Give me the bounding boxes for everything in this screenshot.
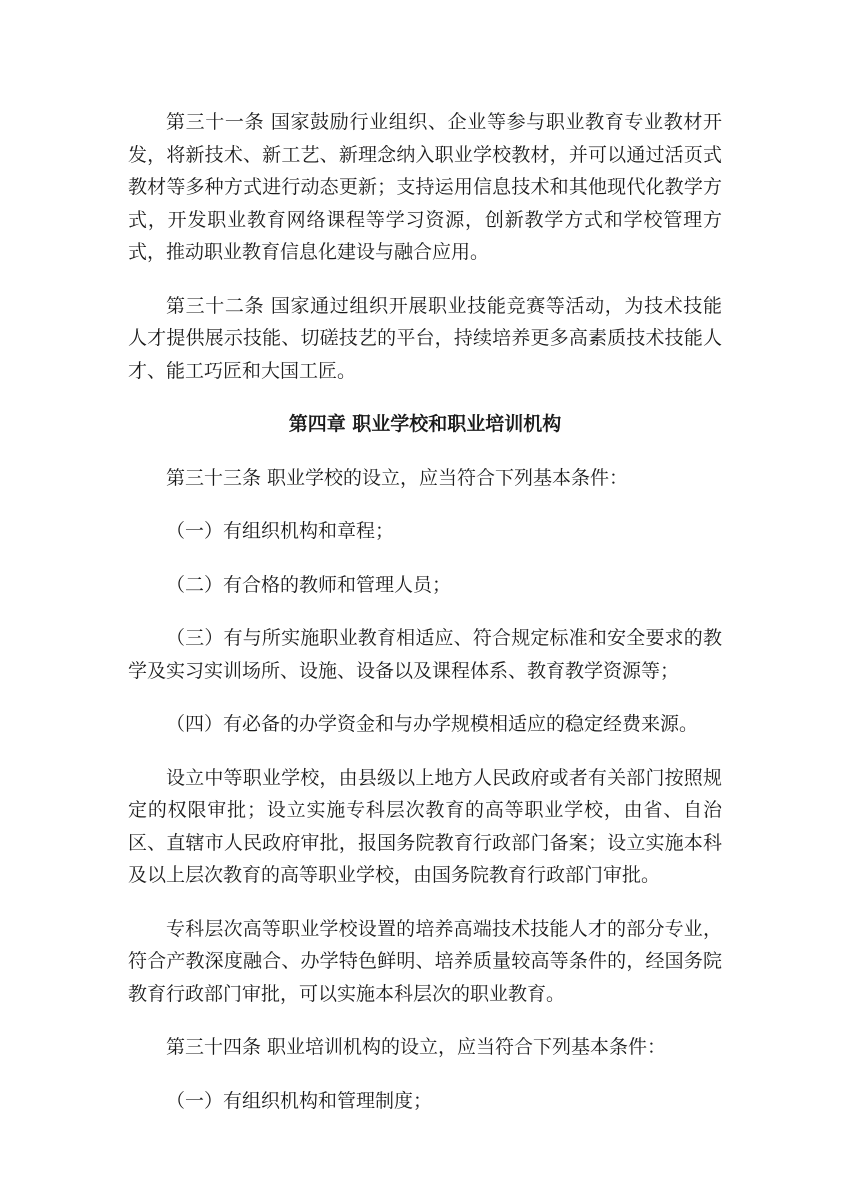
list-item: （四）有必备的办学资金和与办学规模相适应的稳定经费来源。 <box>166 713 699 735</box>
article-32-paragraph: 第三十二条 国家通过组织开展职业技能竞赛等活动，为技术技能人才提供展示技能、切磋技艺的平台，持续培养更多高素质技术技能人才、能工巧匠和大国工匠。 <box>128 294 722 382</box>
article-31-paragraph: 第三十一条 国家鼓励行业组织、企业等参与职业教育专业教材开发，将新技术、新工艺、新理念纳入职业学校教材，并可以通过活页式教材等多种方式进行动态更新；支持运用信息技术和其他现代化教学方式，开发职业教育网络课程等学习资源，创新教学方式和学校管理方式，推动职业教育信息化建设与融合应用。 <box>128 111 722 263</box>
article-34-paragraph: 第三十四条 职业培训机构的设立，应当符合下列基本条件： <box>166 1036 667 1058</box>
document-page <box>128 106 722 1138</box>
list-item: （二）有合格的教师和管理人员； <box>166 573 452 596</box>
article-33-paragraph: 第三十三条 职业学校的设立，应当符合下列基本条件： <box>166 466 629 489</box>
chapter-heading: 第四章 职业学校和职业培训机构 <box>288 413 562 435</box>
undergraduate-program-paragraph: 专科层次高等职业学校设置的培养高端技术技能人才的部分专业，符合产教深度融合、办学特色鲜明、培养质量较高等条件的，经国务院教育行政部门审批，可以实施本科层次的职业教育。 <box>128 917 722 1005</box>
list-item: （三）有与所实施职业教育相适应、符合规定标准和安全要求的教学及实习实训场所、设施、设备以及课程体系、教育教学资源等； <box>128 627 722 682</box>
list-item: （一）有组织机构和章程； <box>166 520 395 542</box>
list-item: （一）有组织机构和管理制度； <box>166 1089 433 1112</box>
approval-paragraph: 设立中等职业学校，由县级以上地方人民政府或者有关部门按照规定的权限审批；设立实施专科层次教育的高等职业学校，由省、自治区、直辖市人民政府审批，报国务院教育行政部门备案；设立实施本科及以上层次教育的高等职业学校，由国务院教育行政部门审批。 <box>128 766 722 886</box>
